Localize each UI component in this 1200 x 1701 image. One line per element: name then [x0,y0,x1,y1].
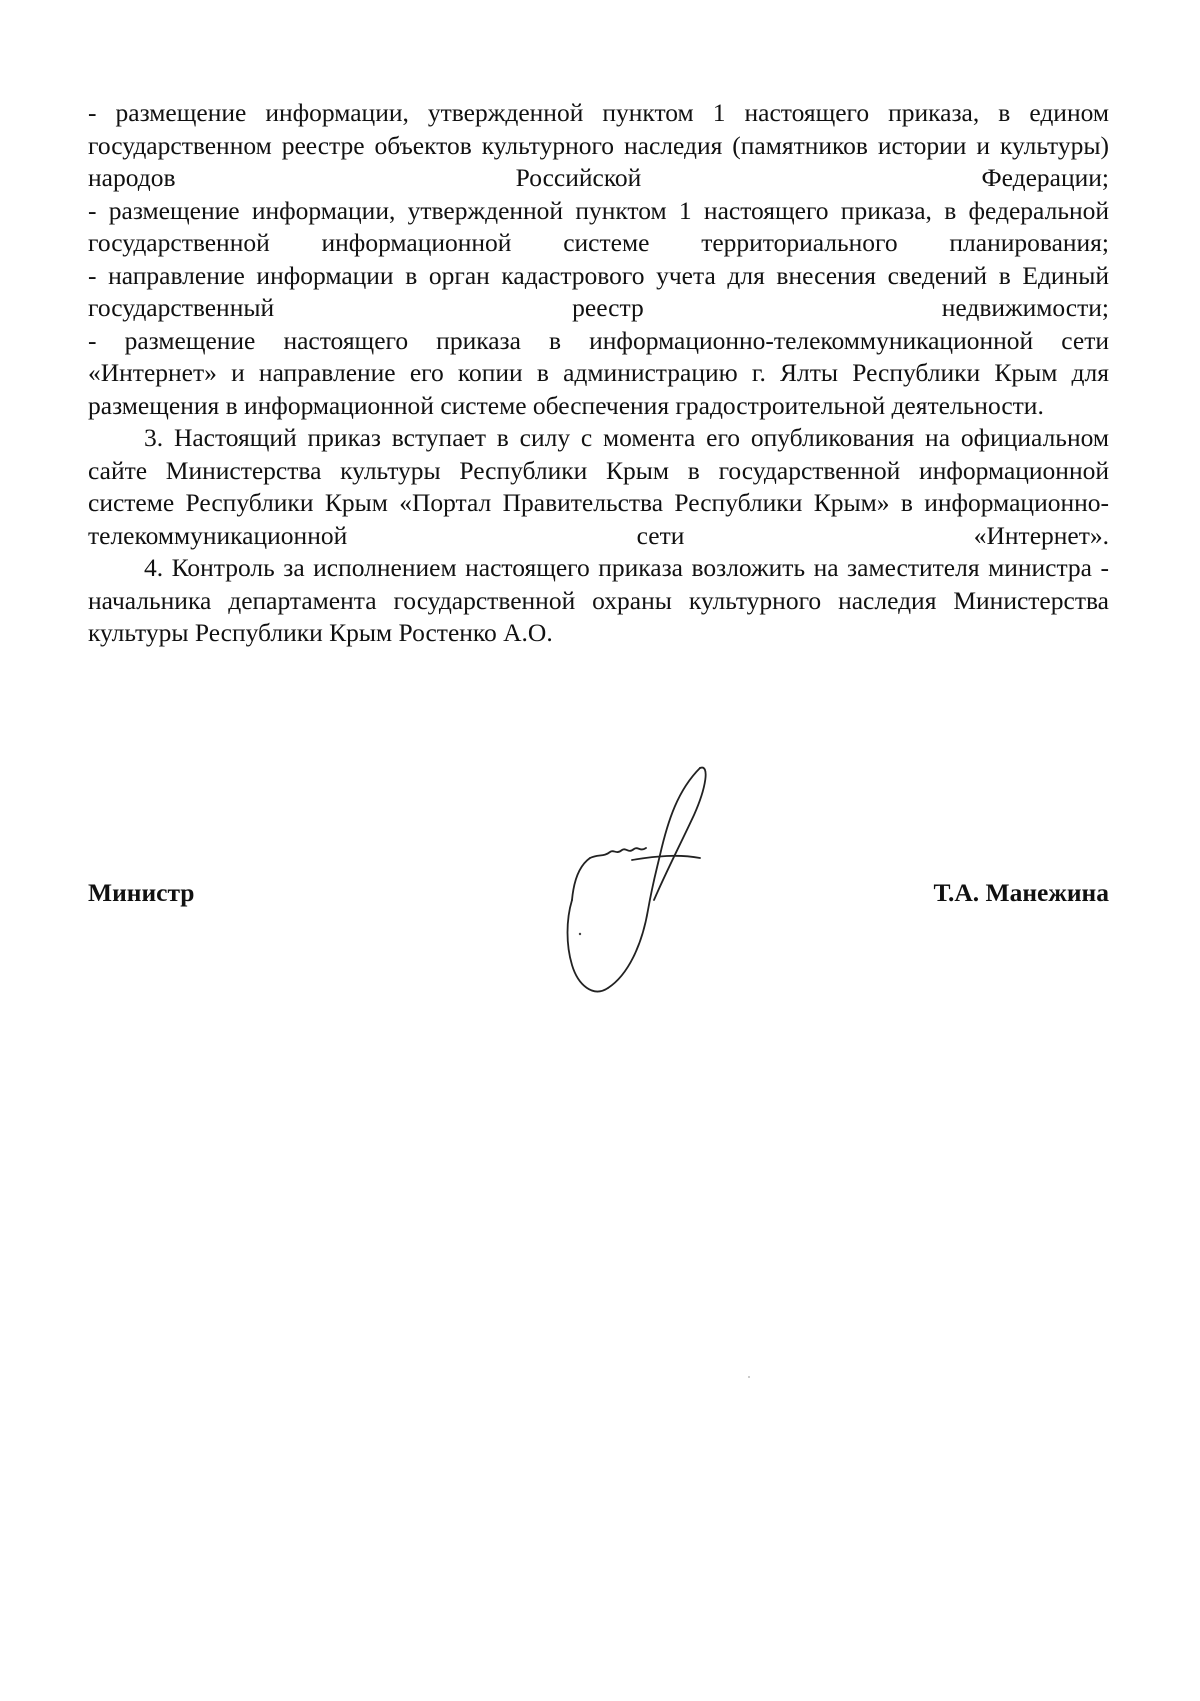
item-3-paragraph: 3. Настоящий приказ вступает в силу с момента его опубликования на официальном сайте Министерства культуры Республики Крым в государственной информационной системе Республики Крым «Портал Правительства Республики Крым» в информационно-телекоммуникационной сети «Интернет». [88,423,1109,550]
bullet-fgis-paragraph: - размещение информации, утвержденной пунктом 1 настоящего приказа, в федеральной государственной информационной системе территориального планирования; [88,195,1109,257]
signature-dot [579,933,581,935]
bullet-internet-paragraph: - размещение настоящего приказа в информационно-телекоммуникационной сети «Интернет» и направление его копии в администрацию г. Ялты Республики Крым для размещения в информационной системе обеспечения градостроительной деятельности. [88,325,1109,420]
bullet-registry-paragraph: - размещение информации, утвержденной пунктом 1 настоящего приказа, в едином государственном реестре объектов культурного наследия (памятников истории и культуры) народов Российской Федерации; [88,98,1109,192]
signature-block [88,760,1109,1020]
document-body [88,97,1109,650]
bullet-cadastre-paragraph: - направление информации в орган кадастрового учета для внесения сведений в Единый государственный реестр недвижимости; [88,260,1109,322]
signer-position: Министр [88,878,195,907]
handwritten-signature [528,760,778,1020]
item-4-paragraph: 4. Контроль за исполнением настоящего приказа возложить на заместителя министра - начальника департамента государственной охраны культурного наследия Министерства культуры Республики Крым Ростенко А.О. [88,553,1109,647]
scan-speck [748,1376,750,1378]
signer-name: Т.А. Манежина [933,878,1109,907]
